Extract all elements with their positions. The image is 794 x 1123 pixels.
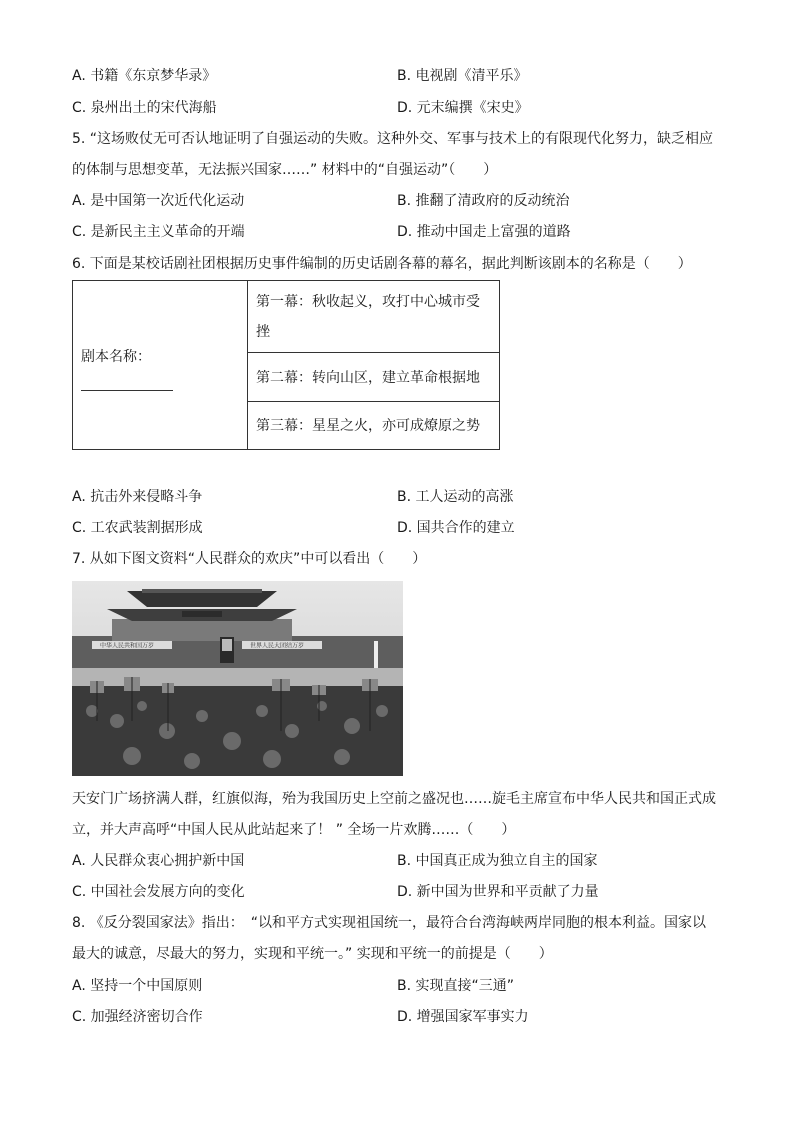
act-2-cell: 第二幕：转向山区，建立革命根据地 bbox=[248, 353, 500, 401]
play-name-blank bbox=[81, 374, 173, 391]
q7-caption-line1: 天安门广场挤满人群，红旗似海，殆为我国历史上空前之盛况也……旋毛主席宣布中华人民共和国正式成 bbox=[72, 791, 716, 807]
act-3-cell: 第三幕：星星之火，亦可成燎原之势 bbox=[248, 401, 500, 449]
photo-banner-right: 世界人民大团结万岁 bbox=[250, 642, 305, 650]
q7-option-a: A. 人民群众衷心拥护新中国 bbox=[72, 853, 245, 869]
q8-stem-line2: 最大的诚意，尽最大的努力，实现和平统一。” 实现和平统一的前提是（ ） bbox=[72, 946, 553, 962]
q7-option-b: B. 中国真正成为独立自主的国家 bbox=[397, 853, 598, 869]
q4-option-a: A. 书籍《东京梦华录》 bbox=[72, 68, 217, 84]
tiananmen-celebration-photo bbox=[72, 581, 403, 776]
q8-option-b: B. 实现直接“三通” bbox=[397, 978, 515, 994]
q6-option-b: B. 工人运动的高涨 bbox=[397, 489, 514, 505]
q6-stem: 6. 下面是某校话剧社团根据历史事件编制的历史话剧各幕的幕名，据此判断该剧本的名称是（ ） bbox=[72, 256, 692, 272]
q7-caption-line2: 立，并大声高呼“中国人民从此站起来了！ ” 全场一片欢腾……（ ） bbox=[72, 822, 516, 838]
q4-option-d: D. 元末编撰《宋史》 bbox=[397, 100, 529, 116]
q7-option-c: C. 中国社会发展方向的变化 bbox=[72, 884, 245, 900]
q7-stem: 7. 从如下图文资料“人民群众的欢庆”中可以看出（ ） bbox=[72, 551, 427, 567]
q6-option-d: D. 国共合作的建立 bbox=[397, 520, 515, 536]
q8-stem-line1: 8. 《反分裂国家法》指出： “以和平方式实现祖国统一，最符合台湾海峡两岸同胞的根本利益。国家以 bbox=[72, 915, 707, 931]
q8-option-d: D. 增强国家军事实力 bbox=[397, 1009, 529, 1025]
act-1-cell: 第一幕：秋收起义，攻打中心城市受挫 bbox=[248, 281, 500, 353]
q6-option-a: A. 抗击外来侵略斗争 bbox=[72, 489, 203, 505]
q5-stem-line1: 5. “这场败仗无可否认地证明了自强运动的失败。这种外交、军事与技术上的有限现代化努力，缺乏相应 bbox=[72, 131, 714, 147]
q6-option-c: C. 工农武装割据形成 bbox=[72, 520, 203, 536]
play-name-label: 剧本名称： bbox=[81, 348, 151, 365]
play-name-cell bbox=[73, 281, 248, 450]
q4-option-c: C. 泉州出土的宋代海船 bbox=[72, 100, 217, 116]
q5-option-b: B. 推翻了清政府的反动统治 bbox=[397, 193, 570, 209]
q5-option-a: A. 是中国第一次近代化运动 bbox=[72, 193, 245, 209]
q7-option-d: D. 新中国为世界和平贡献了力量 bbox=[397, 884, 599, 900]
q4-option-b: B. 电视剧《清平乐》 bbox=[397, 68, 528, 84]
q6-play-table bbox=[72, 280, 500, 450]
q5-stem-line2: 的体制与思想变革，无法振兴国家……” 材料中的“自强运动”（ ） bbox=[72, 162, 498, 178]
q5-option-d: D. 推动中国走上富强的道路 bbox=[397, 224, 571, 240]
photo-banner-left: 中华人民共和国万岁 bbox=[100, 642, 155, 650]
q8-option-a: A. 坚持一个中国原则 bbox=[72, 978, 203, 994]
q8-option-c: C. 加强经济密切合作 bbox=[72, 1009, 203, 1025]
q5-option-c: C. 是新民主主义革命的开端 bbox=[72, 224, 245, 240]
